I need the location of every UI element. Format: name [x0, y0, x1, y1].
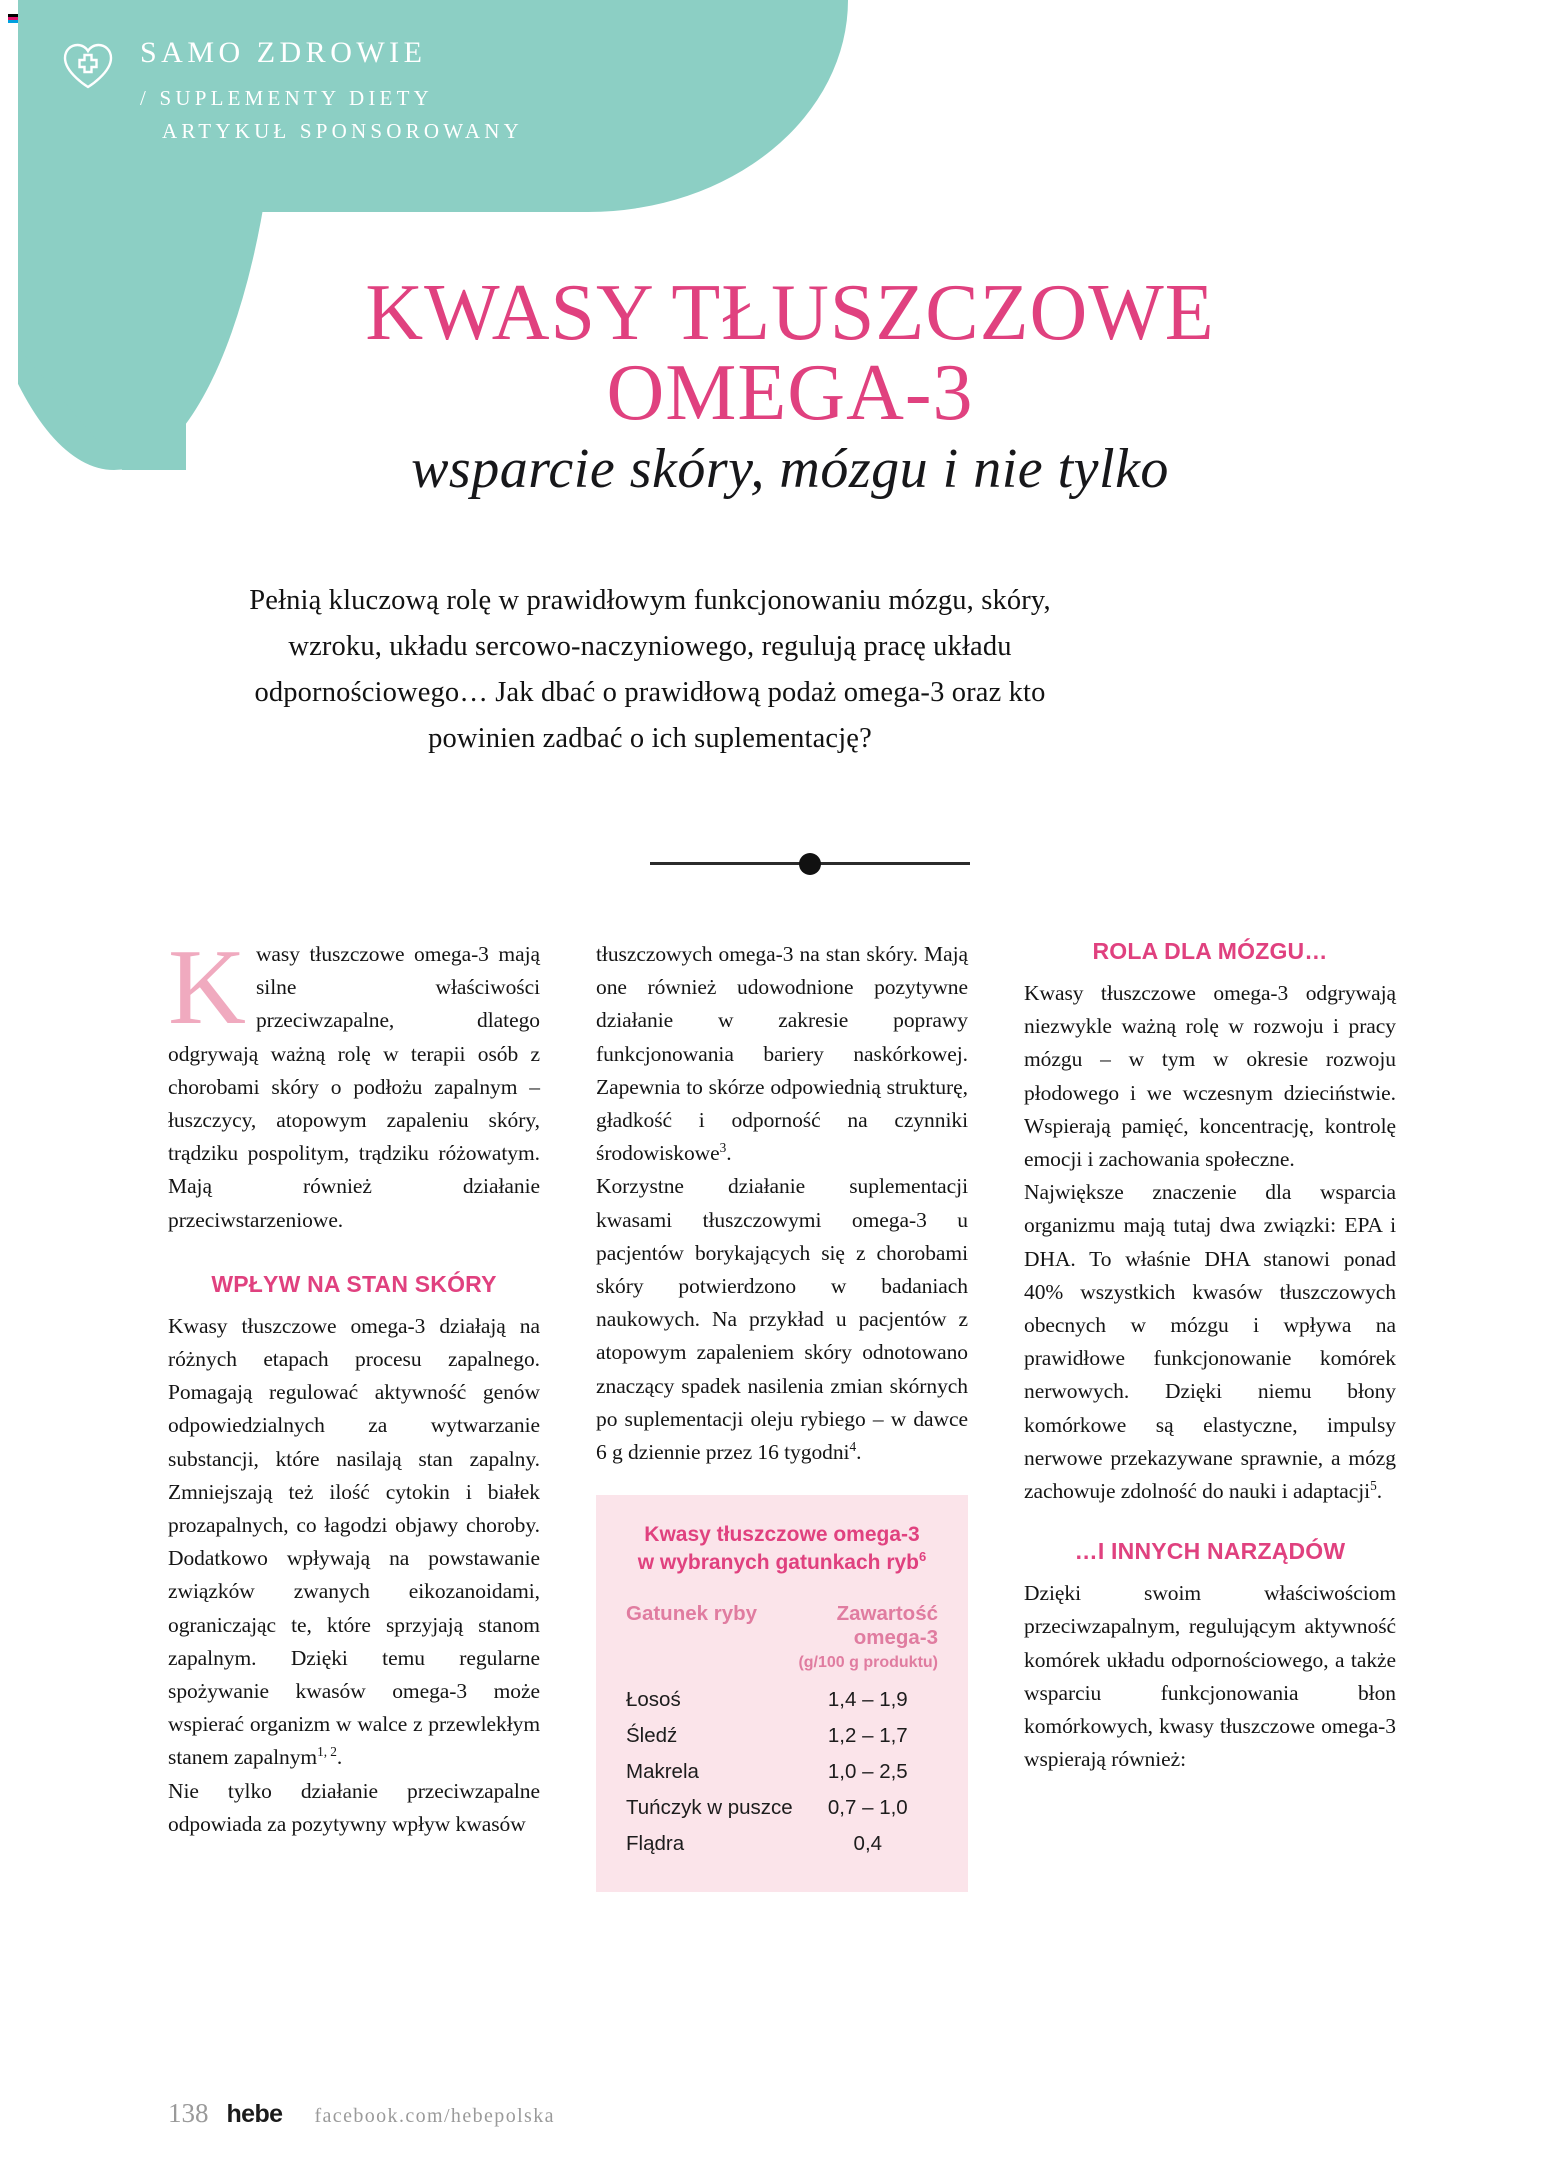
footnote-ref-5: 5 — [1370, 1477, 1377, 1493]
kicker-line2: / SUPLEMENTY DIETY — [140, 86, 433, 110]
fish-table-title — [626, 1521, 938, 1576]
article-headline — [200, 269, 1380, 501]
fish-table-title-line2: w wybranych gatunkach ryb — [637, 1550, 919, 1574]
fish-omega3-table — [626, 1602, 938, 1862]
column1-p1-text: Kwasy tłuszczowe omega-3 działają na różnych etapach procesu zapalnego. Pomagają regulować aktywność genów odpowiedzialnych za wytwarzanie substancji, które nasilają stan zapalny. Zmniejszają też ilość cytokin i białek prozapalnych, co łagodzi objawy choroby. Dodatkowo wpływają na powstawanie związków zwanych eikozanoidami, ograniczając te, które sprzyjają stanom zapalnym. Dzięki temu regularne spożywanie kwasów omega-3 może wspierać organizm w walce z przewlekłym stanem zapalnym — [168, 1313, 540, 1770]
article-columns — [168, 928, 1398, 1892]
table-row — [626, 1754, 938, 1790]
cell-species: Śledź — [626, 1724, 678, 1748]
column3-p2-end: . — [1376, 1479, 1383, 1504]
headline-line-1: KWASY TŁUSZCZOWE — [365, 269, 1215, 357]
column-2 — [596, 938, 968, 1892]
kicker-title: SAMO ZDROWIE — [140, 36, 427, 69]
cell-value: 0,7 – 1,0 — [827, 1796, 908, 1820]
column-header-amount — [798, 1602, 938, 1682]
table-row — [626, 1790, 938, 1826]
column1-p1-end: . — [336, 1745, 343, 1770]
column2-paragraph-1 — [596, 938, 968, 1170]
column1-intro-paragraph — [168, 928, 540, 1237]
column1-paragraph-2: Nie tylko działanie przeciwzapalne odpowiada za pozytywny wpływ kwasów — [168, 1778, 540, 1836]
column2-p2-text: Korzystne działanie suplementacji kwasami tłuszczowymi omega-3 u pacjentów borykających się z chorobami skóry potwierdzono w badaniach naukowych. Na przykład u pacjentów z atopowym zapaleniem skóry odnotowano znaczący spadek nasilenia zmian skórnych po suplementacji oleju rybiego – w dawce 6 g dziennie przez 16 tygodni — [596, 1174, 968, 1465]
column3-paragraph-3: Dzięki swoim właściwościom przeciwzapalnym, regulującym aktywność komórek układu odpornościowego, a także wsparciu funkcjonowania błon komórkowych, kwasy tłuszczowe omega-3 wspierają również: — [1024, 1581, 1396, 1772]
column-3 — [1024, 938, 1396, 1892]
heart-with-cross-icon — [60, 40, 116, 92]
column-header-amount-label: Zawartość omega-3 — [836, 1601, 938, 1650]
footnote-ref-3: 3 — [719, 1140, 727, 1156]
brand-logo: hebe — [226, 2100, 283, 2128]
headline-subtitle: wsparcie skóry, mózgu i nie tylko — [411, 438, 1169, 500]
column-header-amount-unit: (g/100 g produktu) — [798, 1654, 938, 1672]
fish-omega3-table-box — [596, 1495, 968, 1892]
page-footer — [168, 2098, 555, 2129]
drop-cap-letter: K — [168, 928, 246, 1047]
fish-table-title-line1: Kwasy tłuszczowe omega-3 — [644, 1523, 920, 1547]
column2-p1-end: . — [726, 1141, 732, 1166]
cell-value: 0,4 — [853, 1832, 883, 1856]
column3-paragraph-2 — [1024, 1176, 1396, 1508]
column3-paragraph-1: Kwasy tłuszczowe omega-3 odgrywają niezwykle ważną rolę w rozwoju i pracy mózgu – w tym w okresie rozwoju płodowego i we wczesnym dzieciństwie. Wspierają pamięć, koncentrację, kontrolę emocji i zachowania społeczne. — [1024, 981, 1396, 1172]
column-1 — [168, 928, 540, 1892]
lead-paragraph: Pełnią kluczową rolę w prawidłowym funkcjonowaniu mózgu, skóry, wzroku, układu sercowo-naczyniowego, regulują pracę układu odpornościowego… Jak dbać o prawidłową podaż omega-3 oraz kto powinien zadbać o ich suplementację? — [249, 585, 1051, 755]
table-header-row — [626, 1602, 938, 1682]
column1-intro-text: wasy tłuszczowe omega-3 mają silne właściwości przeciwzapalne, dlatego odgrywają ważną rolę w terapii osób z chorobami skóry o podłożu zapalnym – łuszczycy, atopowym zapaleniu skóry, trądziku pospolitym, trądziku różowatym. Mają również działanie przeciwstarzeniowe. — [168, 942, 540, 1232]
heading-rola-dla-mozgu: ROLA DLA MÓZGU… — [1092, 938, 1328, 964]
column2-paragraph-2 — [596, 1170, 968, 1469]
headline-line-2: OMEGA-3 — [606, 349, 974, 437]
cell-species: Makrela — [626, 1760, 699, 1784]
cell-value: 1,4 – 1,9 — [827, 1688, 908, 1712]
cell-value: 1,0 – 2,5 — [827, 1760, 908, 1784]
footnote-ref-6: 6 — [919, 1548, 927, 1564]
heading-wplyw-na-stan-skory: WPŁYW NA STAN SKÓRY — [211, 1270, 497, 1297]
section-divider — [650, 862, 970, 865]
brand-kicker — [60, 36, 780, 147]
social-handle: facebook.com/hebepolska — [314, 2105, 555, 2127]
footnote-ref-4: 4 — [849, 1438, 857, 1454]
table-row — [626, 1682, 938, 1718]
cell-species: Tuńczyk w puszce — [626, 1796, 793, 1820]
table-row — [626, 1718, 938, 1754]
divider-dot-icon — [799, 853, 821, 875]
column2-p1-text: tłuszczowych omega-3 na stan skóry. Mają one również udowodnione pozytywne działanie w zakresie poprawy funkcjonowania bariery naskórkowej. Zapewnia to skórze odpowiednią strukturę, gładkość i odporność na czynniki środowiskowe — [596, 942, 968, 1166]
table-row — [626, 1826, 938, 1862]
column3-p2-text: Największe znaczenie dla wsparcia organizmu mają tutaj dwa związki: EPA i DHA. To właśnie DHA stanowi ponad 40% wszystkich kwasów tłuszczowych obecnych w mózgu i wpływa na prawidłowe funkcjonowanie komórek nerwowych. Dzięki niemu błony komórkowe są elastyczne, impulsy nerwowe przekazywane sprawnie, a mózg zachowuje zdolność do nauki i adaptacji — [1024, 1180, 1396, 1504]
footnote-ref-1-2: 1, 2 — [317, 1744, 337, 1760]
page-number: 138 — [168, 2098, 209, 2128]
heading-i-innych-narzadow: …I INNYCH NARZĄDÓW — [1074, 1538, 1346, 1565]
cell-species: Łosoś — [626, 1688, 681, 1712]
column-header-species: Gatunek ryby — [626, 1601, 758, 1625]
cell-species: Flądra — [626, 1832, 685, 1856]
column1-paragraph-1 — [168, 1310, 540, 1775]
cell-value: 1,2 – 1,7 — [827, 1724, 908, 1748]
kicker-line3: ARTYKUŁ SPONSOROWANY — [162, 118, 524, 143]
column2-p2-end: . — [856, 1440, 862, 1465]
